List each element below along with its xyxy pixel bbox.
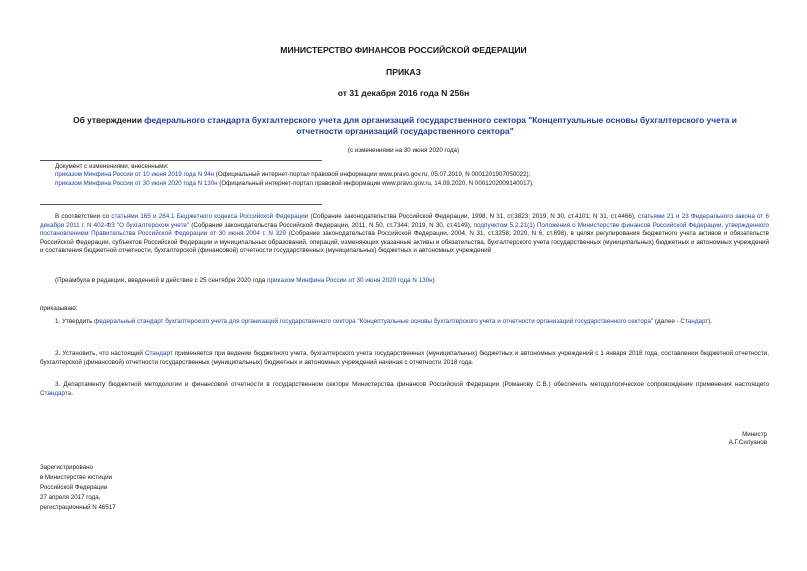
changes-intro: Документ с изменениями, внесенными:: [55, 163, 169, 170]
edition-text: ): [432, 277, 435, 284]
edition-text: (Преамбула в редакции, введенной в действие с 25 сентября 2020 года: [55, 277, 268, 284]
registration-line: Российской Федерации: [40, 484, 108, 491]
title-standard-link[interactable]: федерального стандарта бухгалтерского учета для организаций государственного сектора "Концептуальные основы бухгалтерского учета и отчетности организаций государственного сектора": [144, 115, 737, 136]
regulation-link[interactable]: подпунктом 5.2.21(1) Положения о Министерстве финансов Российской Федерации, утвержденного постановлением Правительства Российской Федерации от 30 июня 2004 г. N 329: [40, 221, 769, 238]
registration-line: Зарегистрировано: [40, 464, 93, 471]
registration-block: [40, 463, 116, 513]
registration-line: регистрационный N 46517: [40, 504, 116, 511]
budget-code-link[interactable]: статьями 165 и 264.1 Бюджетного кодекса Российской Федерации: [111, 213, 309, 220]
registration-line: 27 апреля 2017 года,: [40, 494, 101, 501]
change-text-2: (Официальный интернет-портал правовой информации www.pravo.gov.ru, 14.09.2020, N 0001202009140017).: [217, 179, 534, 187]
preamble-text: (Собрание законодательства Российской Федерации, 2004, N 31, ст.3258; 2020, N 6, ст.698), в целях регулирования бюджетного учета активов и обязательств Российской Федерации, субъектов Российской Федерации и муниципальных образований, операций, изменяющих указанные активы и обязательства, бухгалтерского учета государственных (муниципальных) бюджетных и автономных учреждений и составления бюджетной отчетности, бухгалтерской (финансовой) отчетности государственных (муниципальных) бюджетных и автономных учреждений: [40, 230, 769, 255]
standard-link[interactable]: федеральный стандарт бухгалтерского учета для организаций государственного сектора "Концептуальные основы бухгалтерского учета и отчетности организаций государственного сектора": [94, 318, 654, 325]
doc-type-heading: ПРИКАЗ: [386, 67, 421, 77]
federal-law-link[interactable]: статьями 21 и 23 Федерального закона от 6 декабря 2011 г. N 402-ФЗ "О бухгалтерском учете": [40, 213, 769, 229]
preamble-paragraph: [40, 213, 769, 256]
doc-title: [55, 115, 755, 136]
order-item-3: [40, 381, 769, 398]
change-text-1: (Официальный интернет-портал правовой информации www.pravo.gov.ru, 05.07.2019, N 0001201907050022);: [214, 171, 531, 179]
standard-short-link[interactable]: Стандарта: [40, 389, 72, 397]
preamble-text: В соответствии со: [55, 213, 112, 220]
divider: [40, 204, 322, 205]
changes-block: [55, 163, 755, 188]
order-text: применяется при ведении бюджетного учета, бухгалтерского учета государственных (муниципальных) бюджетных и автономных учреждений с 1 января 2018 года, составлении бюджетной отчетности, бухгалтерской (финансовой) отчетности государственных (муниципальных) бюджетных и автономных учреждений начиная с отчетности 2018 года.: [40, 350, 769, 366]
registration-line: в Министерстве юстиции: [40, 474, 113, 481]
order-text: 3. Департаменту бюджетной методологии и финансовой отчетности в государственном секторе Министерства финансов Российской Федерации (Романову С.В.) обеспечить методологическое сопровождение применения настоящего: [55, 381, 769, 388]
order-text: 2. Установить, что настоящий: [55, 350, 145, 357]
title-prefix: Об утверждении: [73, 115, 145, 125]
signature-block: [729, 431, 767, 448]
change-link-1[interactable]: приказом Минфина России от 10 июня 2019 года N 94н: [55, 171, 215, 179]
doc-date-number: от 31 декабря 2016 года N 256н: [337, 88, 470, 98]
signer-position: Министр: [742, 431, 767, 438]
changes-item: [55, 171, 755, 179]
ministry-heading: МИНИСТЕРСТВО ФИНАНСОВ РОССИЙСКОЙ ФЕДЕРАЦИИ: [280, 45, 527, 55]
amended-note: (с изменениями на 30 июня 2020 года): [347, 147, 460, 154]
preamble-text: (Собрание законодательства Российской Федерации, 2011, N 50, ст.7344; 2019, N 30, ст.4149),: [189, 221, 474, 229]
edition-link[interactable]: приказом Минфина России от 30 июня 2020 года N 130н: [267, 277, 433, 284]
standard-short-link[interactable]: Стандарт: [680, 318, 709, 325]
preamble-text: (Собрание законодательства Российской Федерации, 1998, N 31, ст.3823; 2019, N 30, ст.4101; N 31, ст.4466),: [308, 213, 638, 220]
order-item-2: [40, 350, 769, 367]
order-item-1: [40, 318, 769, 327]
change-link-2[interactable]: приказом Минфина России от 30 июня 2020 года N 130н: [55, 179, 218, 187]
order-text: .: [71, 389, 73, 397]
changes-item: [55, 180, 755, 188]
order-text: 1. Утвердить: [55, 318, 95, 325]
order-word: приказываю:: [40, 305, 78, 312]
divider: [40, 160, 322, 161]
standard-short-link[interactable]: Стандарт: [144, 350, 173, 357]
order-text: (далее -: [653, 318, 681, 325]
signer-name: А.Г.Силуанов: [728, 439, 767, 447]
order-text: ).: [708, 318, 713, 325]
preamble-edition-note: [55, 277, 769, 286]
